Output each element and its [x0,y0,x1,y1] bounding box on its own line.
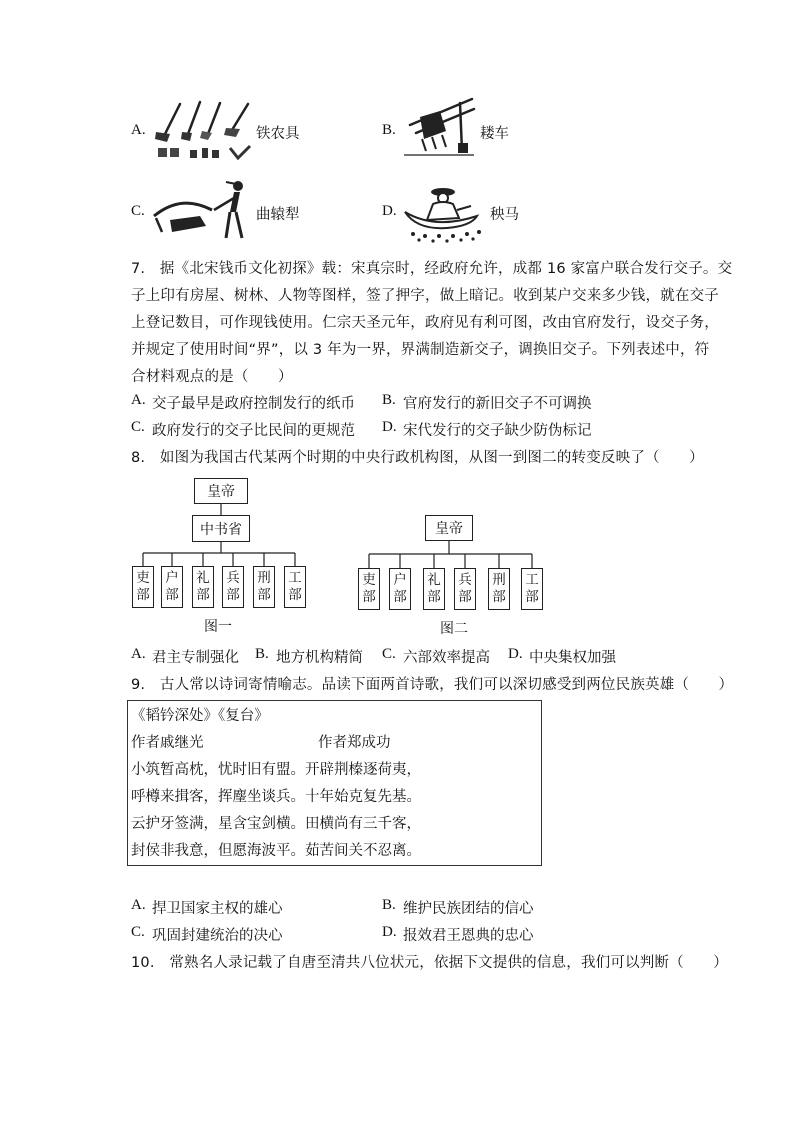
q10-stem: 10. 常熟名人录记载了自唐至清共八位状元，依据下文提供的信息，我们可以判断（ ） [131,955,728,971]
option-text: 巩固封建统治的决心 [152,928,283,944]
diagram2-caption: 图二 [440,621,468,637]
poem-titles: 《韬钤深处》《复台》 [131,708,269,724]
option-text: 官府发行的新旧交子不可调换 [403,396,592,412]
option-letter: D. [382,203,397,219]
diagram2-dept-box: 工 部 [521,568,543,610]
diagram1-dept-box: 兵 部 [222,566,244,608]
option-letter: A. [131,897,146,913]
q7-line: 上登记数目，可作现钱使用。仁宗天圣元年，政府见有利可图，改由官府发行，设交子务， [131,315,719,331]
diagram1-emperor-box: 皇帝 [194,478,248,504]
option-label: 秧马 [490,207,519,223]
poem-line: 封侯非我意，但愿海波平。茹苦间关不忍离。 [131,843,421,859]
q7-line: 并规定了使用时间“界”，以 3 年为一界，界满制造新交子，调换旧交子。下列表述中，符 [131,342,710,358]
option-text: 捍卫国家主权的雄心 [152,901,283,917]
option-label: 耧车 [480,126,509,142]
q8-stem: 8. 如图为我国古代某两个时期的中央行政机构图，从图一到图二的转变反映了（ ） [131,450,704,466]
diagram2-dept-box: 礼 部 [423,568,445,610]
option-text: 中央集权加强 [529,650,616,666]
option-letter: B. [382,897,396,913]
option-letter: A. [131,122,146,138]
q7-line: 合材料观点的是（ ） [131,369,293,385]
poem-author-right: 作者郑成功 [318,735,391,751]
diagram1-dept-box: 礼 部 [192,566,214,608]
option-text: 君主专制强化 [152,650,239,666]
diagram2-dept-box: 户 部 [389,568,411,610]
diagram2-dept-box: 吏 部 [358,568,380,610]
option-letter: D. [508,646,523,662]
diagram1-dept-box: 刑 部 [253,566,275,608]
option-letter: A. [131,392,146,408]
option-text: 宋代发行的交子缺少防伪标记 [403,423,592,439]
diagram2-dept-box: 兵 部 [454,568,476,610]
option-label: 铁农具 [256,126,300,142]
poem-line: 云护牙签满，星含宝剑横。田横尚有三千客， [131,816,421,832]
diagram1-dept-box: 户 部 [161,566,183,608]
option-letter: C. [131,203,145,219]
option-label: 曲辕犁 [256,207,300,223]
option-text: 地方机构精简 [276,650,363,666]
diagram2-dept-box: 刑 部 [488,568,510,610]
option-letter: C. [131,419,145,435]
option-text: 交子最早是政府控制发行的纸币 [152,396,355,412]
diagram2-emperor-box: 皇帝 [425,515,473,541]
option-text: 政府发行的交子比民间的更规范 [152,423,355,439]
q7-line: 子上印有房屋、树林、人物等图样，签了押字，做上暗记。收到某户交来多少钱，就在交子 [131,288,719,304]
option-letter: D. [382,419,397,435]
diagram1-caption: 图一 [204,619,232,635]
option-text: 维护民族团结的信心 [403,901,534,917]
poem-author-left: 作者戚继光 [131,735,204,751]
option-letter: A. [131,646,146,662]
diagram1-secretariat-box: 中书省 [192,515,250,542]
poem-line: 小筑暂高枕，忧时旧有盟。开辟荆榛逐荷夷， [131,762,421,778]
diagram1-dept-box: 工 部 [284,566,306,608]
poem-line: 呼樽来揖客，挥麈坐谈兵。十年始克复先基。 [131,789,421,805]
option-letter: C. [382,646,396,662]
option-text: 报效君王恩典的忠心 [403,928,534,944]
option-letter: C. [131,924,145,940]
option-text: 六部效率提高 [403,650,490,666]
option-letter: B. [382,392,396,408]
option-letter: B. [255,646,269,662]
option-letter: D. [382,924,397,940]
q7-line: 7. 据《北宋钱币文化初探》载：宋真宗时，经政府允许，成都 16 家富户联合发行交子。交 [131,261,733,277]
diagram1-dept-box: 吏 部 [132,566,154,608]
q9-stem: 9. 古人常以诗词寄情喻志。品读下面两首诗歌，我们可以深切感受到两位民族英雄（ ） [131,677,734,693]
option-letter: B. [382,122,396,138]
